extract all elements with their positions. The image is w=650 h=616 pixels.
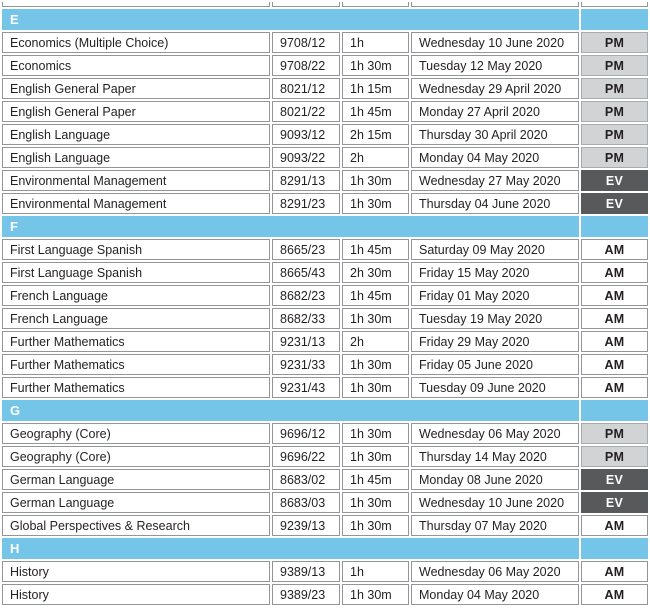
- session-badge: AM: [581, 584, 648, 605]
- session-badge: AM: [581, 262, 648, 283]
- subject-cell: French Language: [2, 285, 270, 306]
- section-band-session-cell: [581, 538, 648, 559]
- code-cell: 8682/33: [272, 308, 340, 329]
- table-row: [2, 354, 648, 375]
- subject-cell: Geography (Core): [2, 423, 270, 444]
- date-cell: Thursday 30 April 2020: [411, 124, 579, 145]
- duration-cell: 1h 30m: [342, 354, 409, 375]
- session-badge: PM: [581, 101, 648, 122]
- code-cell: 9231/33: [272, 354, 340, 375]
- session-badge: AM: [581, 239, 648, 260]
- code-cell: 9696/22: [272, 446, 340, 467]
- session-badge: EV: [581, 193, 648, 214]
- table-row: [2, 78, 648, 99]
- session-badge: PM: [581, 124, 648, 145]
- code-cell: 9389/13: [272, 561, 340, 582]
- duration-cell: [342, 2, 409, 7]
- subject-cell: [2, 2, 270, 7]
- duration-cell: 1h: [342, 32, 409, 53]
- section-band-session-cell: [581, 216, 648, 237]
- session-badge: AM: [581, 331, 648, 352]
- duration-cell: 1h 30m: [342, 446, 409, 467]
- date-cell: Thursday 14 May 2020: [411, 446, 579, 467]
- table-row: [2, 446, 648, 467]
- date-cell: Wednesday 06 May 2020: [411, 423, 579, 444]
- date-cell: Thursday 07 May 2020: [411, 515, 579, 536]
- section-band-session-cell: [581, 9, 648, 30]
- session-badge: PM: [581, 446, 648, 467]
- code-cell: [272, 2, 340, 7]
- section-band-f: [2, 216, 648, 237]
- section-band-session-cell: [581, 400, 648, 421]
- duration-cell: 1h 45m: [342, 101, 409, 122]
- table-row: [2, 124, 648, 145]
- subject-cell: English General Paper: [2, 78, 270, 99]
- date-cell: Monday 04 May 2020: [411, 584, 579, 605]
- session-badge: AM: [581, 515, 648, 536]
- session-cell: [581, 2, 648, 7]
- table-row: [2, 239, 648, 260]
- code-cell: 8682/23: [272, 285, 340, 306]
- subject-cell: Environmental Management: [2, 170, 270, 191]
- session-badge: EV: [581, 492, 648, 513]
- date-cell: Monday 27 April 2020: [411, 101, 579, 122]
- code-cell: 8683/03: [272, 492, 340, 513]
- table-row: [2, 55, 648, 76]
- session-badge: PM: [581, 423, 648, 444]
- table-row-partial: [2, 2, 648, 7]
- subject-cell: Further Mathematics: [2, 354, 270, 375]
- code-cell: 9389/23: [272, 584, 340, 605]
- session-badge: AM: [581, 308, 648, 329]
- date-cell: Friday 29 May 2020: [411, 331, 579, 352]
- date-cell: Monday 08 June 2020: [411, 469, 579, 490]
- code-cell: 8291/13: [272, 170, 340, 191]
- subject-cell: English Language: [2, 147, 270, 168]
- date-cell: Tuesday 19 May 2020: [411, 308, 579, 329]
- session-badge: EV: [581, 469, 648, 490]
- duration-cell: 2h: [342, 147, 409, 168]
- table-row: [2, 147, 648, 168]
- subject-cell: Geography (Core): [2, 446, 270, 467]
- date-cell: Saturday 09 May 2020: [411, 239, 579, 260]
- date-cell: Wednesday 06 May 2020: [411, 561, 579, 582]
- table-row: [2, 561, 648, 582]
- section-letter: H: [2, 538, 579, 559]
- code-cell: 9231/43: [272, 377, 340, 398]
- duration-cell: 1h 30m: [342, 377, 409, 398]
- subject-cell: First Language Spanish: [2, 262, 270, 283]
- subject-cell: Environmental Management: [2, 193, 270, 214]
- duration-cell: 1h 45m: [342, 469, 409, 490]
- section-band-h: [2, 538, 648, 559]
- subject-cell: Economics: [2, 55, 270, 76]
- table-row: [2, 308, 648, 329]
- subject-cell: French Language: [2, 308, 270, 329]
- session-badge: AM: [581, 354, 648, 375]
- table-row: [2, 515, 648, 536]
- duration-cell: 1h 45m: [342, 285, 409, 306]
- duration-cell: 1h 30m: [342, 492, 409, 513]
- subject-cell: Economics (Multiple Choice): [2, 32, 270, 53]
- date-cell: [411, 2, 579, 7]
- code-cell: 8291/23: [272, 193, 340, 214]
- section-letter: F: [2, 216, 579, 237]
- duration-cell: 1h 30m: [342, 584, 409, 605]
- session-badge: AM: [581, 377, 648, 398]
- section-band-g: [2, 400, 648, 421]
- date-cell: Wednesday 10 June 2020: [411, 492, 579, 513]
- subject-cell: History: [2, 561, 270, 582]
- duration-cell: 2h 30m: [342, 262, 409, 283]
- table-row: [2, 469, 648, 490]
- date-cell: Thursday 04 June 2020: [411, 193, 579, 214]
- subject-cell: Further Mathematics: [2, 377, 270, 398]
- session-badge: EV: [581, 170, 648, 191]
- subject-cell: English Language: [2, 124, 270, 145]
- session-badge: PM: [581, 147, 648, 168]
- duration-cell: 1h 30m: [342, 308, 409, 329]
- date-cell: Friday 01 May 2020: [411, 285, 579, 306]
- duration-cell: 1h 30m: [342, 55, 409, 76]
- code-cell: 9239/13: [272, 515, 340, 536]
- subject-cell: English General Paper: [2, 101, 270, 122]
- date-cell: Friday 15 May 2020: [411, 262, 579, 283]
- code-cell: 8021/22: [272, 101, 340, 122]
- code-cell: 8665/23: [272, 239, 340, 260]
- timetable-body: [2, 2, 648, 605]
- subject-cell: Global Perspectives & Research: [2, 515, 270, 536]
- session-badge: AM: [581, 285, 648, 306]
- table-row: [2, 584, 648, 605]
- code-cell: 8021/12: [272, 78, 340, 99]
- code-cell: 9708/22: [272, 55, 340, 76]
- duration-cell: 1h: [342, 561, 409, 582]
- table-row: [2, 423, 648, 444]
- duration-cell: 2h 15m: [342, 124, 409, 145]
- code-cell: 9093/22: [272, 147, 340, 168]
- duration-cell: 1h 30m: [342, 423, 409, 444]
- duration-cell: 1h 30m: [342, 193, 409, 214]
- subject-cell: History: [2, 584, 270, 605]
- session-badge: PM: [581, 32, 648, 53]
- duration-cell: 2h: [342, 331, 409, 352]
- duration-cell: 1h 15m: [342, 78, 409, 99]
- section-letter: G: [2, 400, 579, 421]
- duration-cell: 1h 30m: [342, 170, 409, 191]
- table-row: [2, 101, 648, 122]
- code-cell: 9696/12: [272, 423, 340, 444]
- date-cell: Monday 04 May 2020: [411, 147, 579, 168]
- table-row: [2, 170, 648, 191]
- subject-cell: German Language: [2, 469, 270, 490]
- date-cell: Tuesday 09 June 2020: [411, 377, 579, 398]
- table-row: [2, 331, 648, 352]
- duration-cell: 1h 45m: [342, 239, 409, 260]
- table-row: [2, 193, 648, 214]
- table-row: [2, 492, 648, 513]
- date-cell: Wednesday 27 May 2020: [411, 170, 579, 191]
- date-cell: Wednesday 29 April 2020: [411, 78, 579, 99]
- section-band-e: [2, 9, 648, 30]
- date-cell: Wednesday 10 June 2020: [411, 32, 579, 53]
- date-cell: Tuesday 12 May 2020: [411, 55, 579, 76]
- code-cell: 8683/02: [272, 469, 340, 490]
- table-row: [2, 262, 648, 283]
- table-row: [2, 377, 648, 398]
- session-badge: PM: [581, 78, 648, 99]
- subject-cell: German Language: [2, 492, 270, 513]
- code-cell: 8665/43: [272, 262, 340, 283]
- session-badge: AM: [581, 561, 648, 582]
- session-badge: PM: [581, 55, 648, 76]
- duration-cell: 1h 30m: [342, 515, 409, 536]
- subject-cell: Further Mathematics: [2, 331, 270, 352]
- code-cell: 9231/13: [272, 331, 340, 352]
- code-cell: 9708/12: [272, 32, 340, 53]
- table-row: [2, 285, 648, 306]
- section-letter: E: [2, 9, 579, 30]
- date-cell: Friday 05 June 2020: [411, 354, 579, 375]
- table-row: [2, 32, 648, 53]
- code-cell: 9093/12: [272, 124, 340, 145]
- subject-cell: First Language Spanish: [2, 239, 270, 260]
